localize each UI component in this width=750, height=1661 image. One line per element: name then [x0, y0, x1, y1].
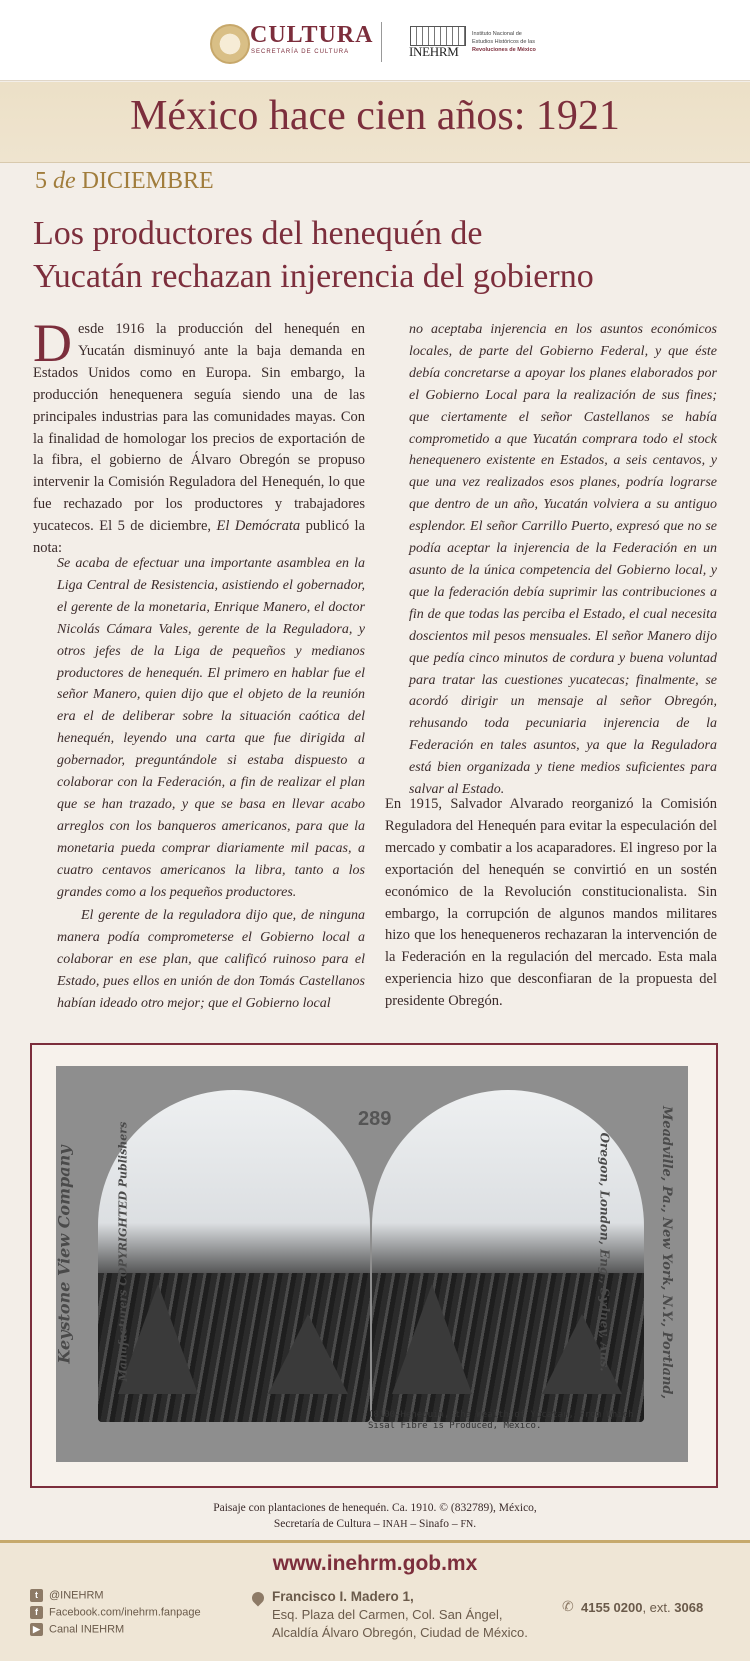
phone-icon: ✆	[562, 1600, 574, 1615]
card-publisher-sub: Manufacturers COPYRIGHTED Publishers	[116, 1121, 130, 1382]
headline-line-1: Los productores del henequén de	[33, 215, 483, 252]
date-month: DICIEMBRE	[81, 168, 214, 194]
photo-caption	[0, 1500, 750, 1533]
twitter-icon: t	[30, 1589, 43, 1602]
inehrm-logo-acronym: INEHRM	[409, 44, 459, 59]
article-intro	[33, 313, 365, 560]
phone-ext-label: , ext.	[642, 1600, 675, 1615]
cultura-logo-subtitle: SECRETARÍA DE CULTURA	[251, 49, 350, 55]
card-number: 289	[358, 1108, 392, 1130]
twitter-link[interactable]	[30, 1589, 104, 1602]
youtube-link[interactable]	[30, 1623, 124, 1636]
intro-text-end: publicó la nota:	[33, 518, 365, 557]
photo-caption-part-b: – Sinafo –	[407, 1518, 461, 1530]
intro-text: esde 1916 la producción del henequén en Yucatán disminuyó ante la baja demanda en Estados Unidos como en Europa. Sin embargo, la producción henequenera seguía siendo una de las principales industrias para las comunidades mayas. Con la finalidad de homologar los precios de exportación de la fibra, el gobierno de Álvaro Obregón se propuso intervenir la Comisión Reguladora del Henequén, lo que fue rechazado por los productores y trabajadores yucatecos. El 5 de diciembre,	[33, 321, 365, 535]
address-line-1: Francisco I. Madero 1,	[272, 1589, 414, 1604]
stereograph-left-image	[98, 1090, 370, 1422]
inehrm-logo-line-3: Revoluciones de México	[472, 47, 536, 53]
website-link[interactable]: www.inehrm.gob.mx	[272, 1552, 478, 1575]
inehrm-logo-line-2: Estudios Históricos de las	[472, 39, 535, 45]
card-caption	[368, 1410, 634, 1432]
newspaper-name: El Demócrata	[216, 518, 301, 535]
cultura-logo-title: CULTURA	[250, 22, 374, 48]
logo-divider	[381, 22, 382, 62]
date-de: de	[53, 168, 76, 194]
logo-bar	[0, 0, 750, 81]
phone-number[interactable]	[581, 1600, 703, 1615]
article-closing: En 1915, Salvador Alvarado reorganizó la Comisión Reguladora del Henequén para evitar la especulación del mercado y combatir a los acaparadores. El ingreso por la exportación del henequén se convirtió en un sostén económico de la Revolución constitucionalista. Sin embargo, la corrupción de algunos mandos militares hizo que los henequeneros rechazaran la intervención de la Federación en la regulación del mercado. Esta mala experiencia hizo que desconfiaran de la propuesta del presidente Obregón.	[385, 796, 717, 1010]
drop-cap: D	[33, 313, 72, 373]
card-caption-line-2: Sisal Fibre is Produced, Mexico.	[368, 1421, 542, 1431]
page-title: México hace cien años: 1921	[130, 93, 620, 139]
quote-paragraph-3: no aceptaba injerencia en los asuntos económicos locales, de parte del Gobierno Federal, y que éste debía concretarse a apoyar los planes elaborados por el Gobierno Local para la realización de sus fines; que ciertamente el señor Castellanos se había comprometido a que Yucatán comprara todo el stock henequenero existente en Estados, a seis centavos, y que una vez realizados esos planes, podría lograrse que dentro de un año, Yucatán volviera a su antiguo esplendor. El señor Carrillo Puerto, expresó que no se podía aceptar la injerencia de la Federación en un asunto de la única competencia del Gobierno local, y que la federación debía suprimir las contribuciones a fin de que todas las perciba el Estado, el cual necesita doscientos mil pesos mensuales. El señor Manero dijo que pedía cinco minutos de cordura y buena voluntad para tratar las cuestiones yucatecas; finalmente, se acordó dirigir un mensaje al señor Obregón, rehusando toda pecuniaria injerencia de la Federación en tales asuntos, ya que la Reguladora está bien organizada y tiene medios suficientes para salvar al Estado.	[409, 322, 717, 798]
article-headline	[33, 212, 723, 298]
card-locations-text: Meadville, Pa., New York, N.Y., Portland,	[659, 1105, 675, 1400]
youtube-label: Canal INEHRM	[49, 1623, 125, 1636]
card-locations-sub: Oregon, London, Eng., Sydney, Aus.	[597, 1132, 612, 1372]
headline-line-2: Yucatán rechazan injerencia del gobierno	[33, 258, 594, 295]
photo-caption-part-c: .	[473, 1518, 477, 1530]
address-line-3: Alcaldía Álvaro Obregón, Ciudad de México.	[272, 1625, 528, 1640]
facebook-link[interactable]	[30, 1606, 201, 1619]
photo-caption-line-1: Paisaje con plantaciones de henequén. Ca. 1910. © (832789), México,	[213, 1502, 537, 1514]
quote-paragraph-1: Se acaba de efectuar una importante asamblea en la Liga Central de Resistencia, asistiendo el gobernador, el gerente de la monetaria, Enrique Manero, el doctor Nicolás Cámara Vales, gerente de la Reguladora, y otros jefes de la Liga de pequeños y medianos productores de henequén. El primero en hablar fue el señor Manero, quien dijo que el objeto de la reunión era el de deliberar sobre la situación caótica del henequén, leyendo una carta que fue dirigida al gobernador, preguntándole si estaba dispuesto a colaborar con la Federación, a fin de realizar el plan que se han trazado, y que se basa en llevar acabo arreglos con los banqueros americanos, para que la monetaria pueda comprar diariamente mil pacas, a cuatro centavos americanos la libra, tanto a los grandes como a los pequeños productores.	[57, 556, 365, 900]
photo-caption-fn: FN	[460, 1519, 474, 1530]
address-line-2: Esq. Plaza del Carmen, Col. San Ángel,	[272, 1607, 503, 1622]
photo-caption-inah: INAH	[382, 1519, 408, 1530]
facebook-icon: f	[30, 1606, 43, 1619]
date-line	[35, 168, 214, 195]
facebook-label: Facebook.com/inehrm.fanpage	[49, 1606, 201, 1619]
card-caption-line-1: (8100—Henequin, the Wealth of Yucatan, From Which	[368, 1410, 634, 1420]
card-publisher-text: Keystone View Company	[54, 1145, 74, 1364]
inehrm-logo-line-1: Instituto Nacional de	[472, 31, 522, 37]
inehrm-building-icon	[410, 26, 466, 46]
phone-main: 4155 0200	[581, 1600, 643, 1615]
cultura-emblem-icon	[210, 24, 250, 64]
phone-ext: 3068	[674, 1600, 704, 1615]
date-day: 5	[35, 168, 47, 194]
photo-caption-part-a: Secretaría de Cultura –	[273, 1518, 383, 1530]
twitter-label: @INEHRM	[49, 1589, 104, 1602]
quote-paragraph-2: El gerente de la reguladora dijo que, de ninguna manera podía comprometerse el Gobierno local a colaborar en ese plan, que calificó ruinoso para el Estado, pues ellos en unión de don Tomás Castellanos habían ideado otro mejor; que el Gobierno local	[57, 908, 365, 1011]
youtube-icon: ▶	[30, 1623, 43, 1636]
